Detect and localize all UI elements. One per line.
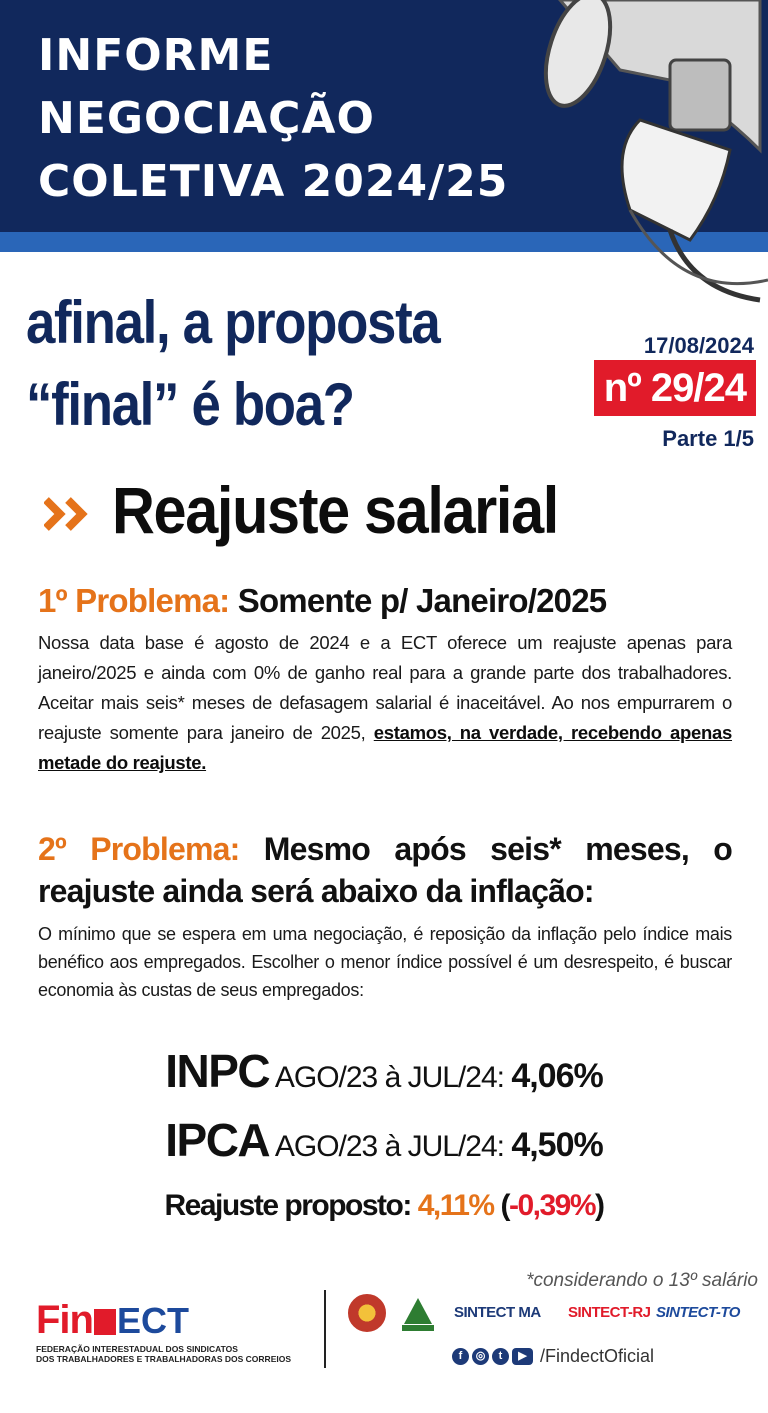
union-sintect-ma: SINTECT MA: [454, 1304, 541, 1321]
proposed-value: 4,11%: [417, 1189, 494, 1222]
twitter-icon[interactable]: t: [492, 1348, 509, 1365]
footnote: *considerando o 13º salário: [526, 1270, 758, 1291]
issue-number-badge: nº 29/24: [594, 360, 756, 416]
proposed-label: Reajuste proposto:: [164, 1189, 411, 1222]
social-handle[interactable]: /FindectOficial: [540, 1346, 655, 1366]
headline-line-1: afinal, a proposta: [26, 289, 440, 356]
proposed-diff-open: (: [500, 1189, 509, 1222]
union-sintect-rj: SINTECT-RJ: [568, 1304, 651, 1321]
logo-subtitle-line-2: DOS TRABALHADORES E TRABALHADORAS DOS CORREIOS: [36, 1354, 292, 1364]
rate-ipca-value: 4,50%: [511, 1126, 603, 1164]
union-sintect-to: SINTECT-TO: [656, 1304, 740, 1321]
problem-1-text: [38, 628, 732, 778]
logo-subtitle: [36, 1344, 298, 1364]
logo-blue-text: ECT: [116, 1300, 189, 1341]
problem-1-title: Somente p/ Janeiro/2025: [237, 582, 607, 619]
problem-2-text: O mínimo que se espera em uma negociação, é reposição da inflação pelo índice mais benéfico aos empregados. Escolher o menor índice possível é um desrespeito, é buscar economia às custas de seus empregados:: [38, 924, 732, 1000]
findect-wordmark: [36, 1298, 298, 1343]
facebook-icon[interactable]: f: [452, 1348, 469, 1365]
problem-2-heading: [38, 828, 732, 912]
envelope-icon: [94, 1309, 116, 1335]
social-links: [452, 1346, 654, 1372]
union-tree-icon: [398, 1294, 438, 1334]
problem-2-title: Mesmo após seis* meses, o reajuste ainda será abaixo da inflação:: [38, 831, 732, 909]
header-title-line-2: NEGOCIAÇÃO: [38, 93, 375, 144]
problem-1-emphasis: estamos, na verdade, recebendo apenas metade do reajuste.: [38, 722, 733, 773]
header-title: [38, 24, 508, 213]
proposed-diff-close: ): [595, 1189, 604, 1222]
proposed-diff: -0,39%: [508, 1189, 596, 1222]
headline: [26, 282, 439, 446]
instagram-icon[interactable]: ◎: [472, 1348, 489, 1365]
problem-1-heading: [38, 580, 732, 622]
megaphone-icon: [520, 0, 768, 320]
rate-inpc-value: 4,06%: [511, 1057, 603, 1095]
logo-red-text: Fin: [36, 1298, 93, 1342]
problem-1-label: 1º Problema:: [38, 582, 230, 619]
logo-subtitle-line-1: FEDERAÇÃO INTERESTADUAL DOS SINDICATOS: [36, 1344, 238, 1354]
union-logos: [346, 1294, 760, 1338]
footer-divider: [324, 1290, 326, 1368]
issue-part: Parte 1/5: [662, 426, 754, 451]
rate-inpc-name: INPC: [165, 1045, 270, 1097]
rate-inpc: [0, 1040, 768, 1109]
inflation-rates: [0, 1040, 768, 1234]
header-title-line-1: INFORME: [38, 30, 274, 81]
header-title-line-3: COLETIVA 2024/25: [38, 156, 509, 207]
problem-2: [38, 828, 732, 1004]
rate-ipca-name: IPCA: [165, 1114, 270, 1166]
findect-logo: [36, 1298, 298, 1362]
union-seal-icon: [348, 1294, 386, 1332]
problem-2-label: 2º Problema:: [38, 831, 240, 867]
proposed-adjustment: [0, 1178, 768, 1234]
headline-line-2: “final” é boa?: [26, 371, 354, 438]
youtube-icon[interactable]: ▶: [512, 1348, 533, 1365]
issue-date: 17/08/2024: [643, 333, 754, 358]
section-header: [40, 470, 740, 550]
rate-inpc-period: AGO/23 à JUL/24:: [274, 1061, 504, 1094]
rate-ipca-period: AGO/23 à JUL/24:: [274, 1130, 504, 1163]
double-chevron-icon: [44, 496, 98, 532]
problem-1-body: Nossa data base é agosto de 2024 e a ECT oferece um reajuste apenas para janeiro/2025 e ainda com 0% de ganho real para a grande parte dos trabalhadores. Aceitar mais seis* meses de defasagem salarial é inaceitável. Ao nos empurrarem o reajuste somente para janeiro de 2025,: [38, 632, 732, 743]
section-title: Reajuste salarial: [112, 473, 558, 547]
rate-ipca: [0, 1109, 768, 1178]
problem-1: [38, 580, 732, 778]
